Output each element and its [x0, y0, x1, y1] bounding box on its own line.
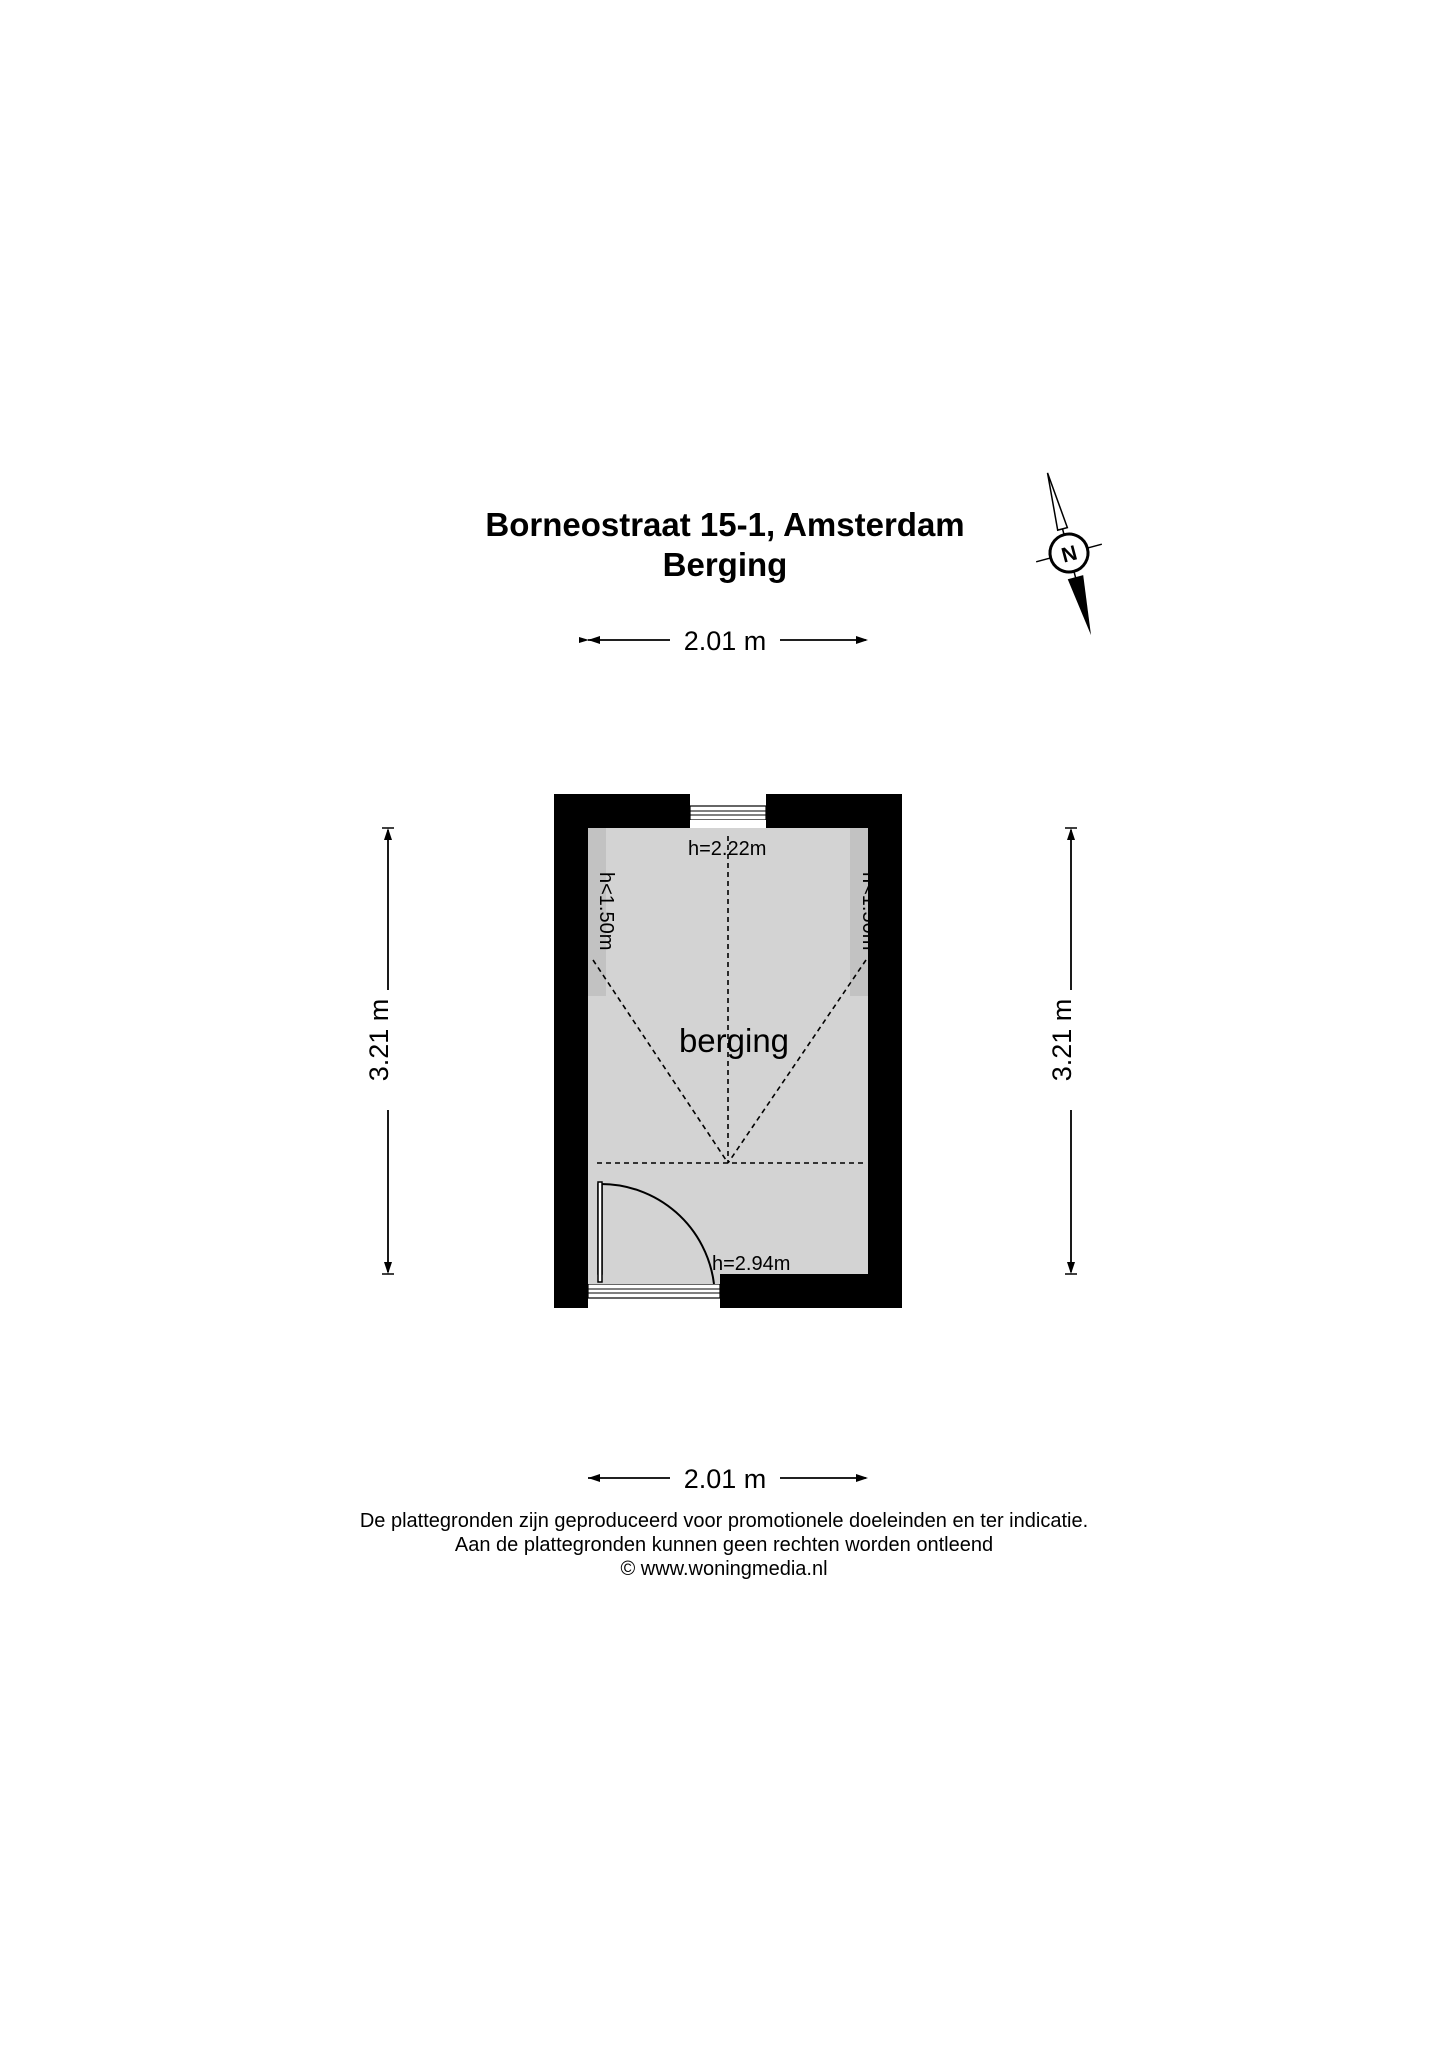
dimension-top	[588, 626, 868, 656]
floor-title: Berging	[662, 546, 788, 583]
dimension-bottom-label: 2.01 m	[683, 1464, 767, 1494]
room-name-label: berging	[678, 1022, 790, 1059]
dimension-right	[1047, 828, 1077, 1274]
disclaimer	[0, 1509, 1448, 1581]
dimension-right-label: 3.21 m	[1047, 998, 1077, 1082]
address-title: Borneostraat 15-1, Amsterdam	[485, 506, 965, 543]
door-threshold	[588, 1274, 720, 1298]
dimension-bottom	[588, 1464, 868, 1494]
dimension-left-label: 3.21 m	[364, 998, 394, 1082]
height-label-right: h<1.50m	[858, 872, 880, 951]
height-label-top: h=2.22m	[688, 838, 767, 860]
wall-bottom-right	[720, 1274, 902, 1308]
dimension-left	[364, 828, 394, 1274]
height-label-door: h=2.94m	[712, 1253, 791, 1275]
disclaimer-line-3: © www.woningmedia.nl	[620, 1558, 828, 1580]
compass-label: N	[1059, 541, 1080, 568]
height-label-left: h<1.50m	[595, 872, 617, 951]
top-window	[690, 806, 766, 828]
disclaimer-line-1: De plattegronden zijn geproduceerd voor promotionele doeleinden en ter indicatie.	[359, 1510, 1089, 1532]
north-arrow-icon	[1015, 464, 1124, 644]
dimension-top-label: 2.01 m	[683, 626, 767, 656]
disclaimer-line-2: Aan de plattegronden kunnen geen rechten worden ontleend	[454, 1534, 994, 1556]
wall-left	[554, 794, 588, 1308]
